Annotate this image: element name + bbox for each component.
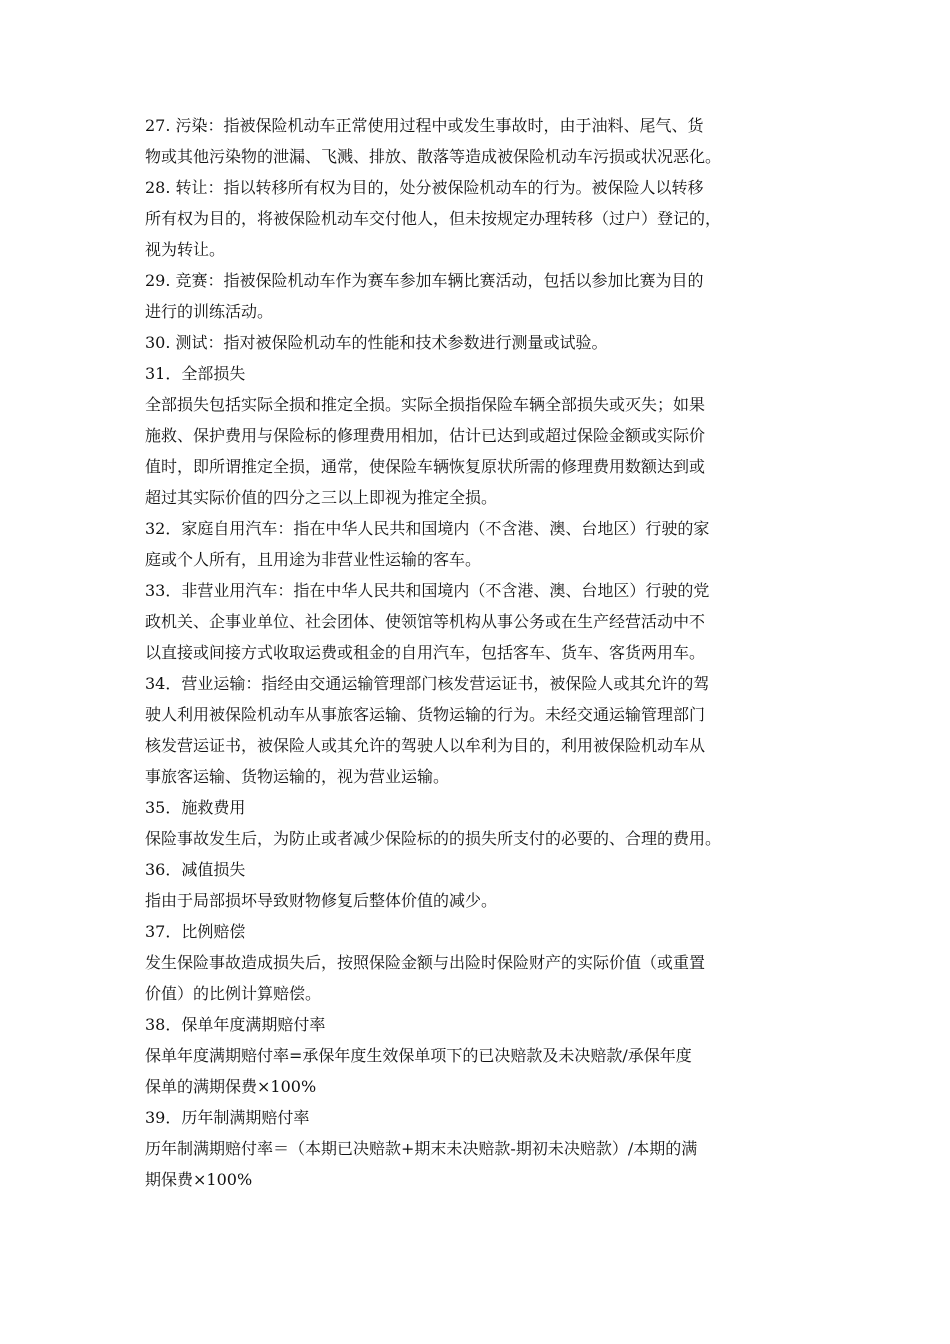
text-line: 庭或个人所有，且用途为非营业性运输的客车。 [145,550,482,569]
text-line: 进行的训练活动。 [145,302,274,321]
text-line: 保单年度满期赔付率=承保年度生效保单项下的已决赔款及未决赔款/承保年度 [145,1046,692,1065]
text-line: 32．家庭自用汽车：指在中华人民共和国境内（不含港、澳、台地区）行驶的家 [145,519,710,538]
section-heading: 31．全部损失 [145,364,246,383]
text-line: 期保费×100% [145,1170,253,1189]
text-line: 29. 竞赛：指被保险机动车作为赛车参加车辆比赛活动，包括以参加比赛为目的 [145,271,704,290]
text-line: 驶人利用被保险机动车从事旅客运输、货物运输的行为。未经交通运输管理部门 [145,705,706,724]
text-line: 视为转让。 [145,240,226,259]
text-line: 发生保险事故造成损失后，按照保险金额与出险时保险财产的实际价值（或重置 [145,953,706,972]
text-line: 超过其实际价值的四分之三以上即视为推定全损。 [145,488,498,507]
text-line: 34．营业运输：指经由交通运输管理部门核发营运证书，被保险人或其允许的驾 [145,674,710,693]
section-heading: 39．历年制满期赔付率 [145,1108,310,1127]
text-line: 所有权为目的，将被保险机动车交付他人，但未按规定办理转移（过户）登记的， [145,209,722,228]
text-line: 历年制满期赔付率＝（本期已决赔款+期末未决赔款-期初未决赔款）/本期的满 [145,1139,698,1158]
text-line: 30. 测试：指对被保险机动车的性能和技术参数进行测量或试验。 [145,333,608,352]
text-line: 33．非营业用汽车：指在中华人民共和国境内（不含港、澳、台地区）行驶的党 [145,581,710,600]
text-line: 价值）的比例计算赔偿。 [145,984,322,1003]
text-line: 以直接或间接方式收取运费或租金的自用汽车，包括客车、货车、客货两用车。 [145,643,706,662]
section-heading: 35．施救费用 [145,798,246,817]
text-line: 施救、保护费用与保险标的修理费用相加，估计已达到或超过保险金额或实际价 [145,426,706,445]
text-line: 保单的满期保费×100% [145,1077,317,1096]
section-heading: 38．保单年度满期赔付率 [145,1015,326,1034]
text-line: 核发营运证书，被保险人或其允许的驾驶人以牟利为目的，利用被保险机动车从 [145,736,706,755]
text-line: 值时，即所谓推定全损，通常，使保险车辆恢复原状所需的修理费用数额达到或 [145,457,706,476]
text-line: 政机关、企事业单位、社会团体、使领馆等机构从事公务或在生产经营活动中不 [145,612,706,631]
text-line: 27. 污染：指被保险机动车正常使用过程中或发生事故时，由于油料、尾气、货 [145,116,704,135]
section-heading: 36．减值损失 [145,860,246,879]
document-page [145,116,809,1201]
text-line: 物或其他污染物的泄漏、飞溅、排放、散落等造成被保险机动车污损或状况恶化。 [145,147,722,166]
text-line: 保险事故发生后，为防止或者减少保险标的的损失所支付的必要的、合理的费用。 [145,829,722,848]
text-line: 指由于局部损坏导致财物修复后整体价值的减少。 [145,891,498,910]
text-line: 28. 转让：指以转移所有权为目的，处分被保险机动车的行为。被保险人以转移 [145,178,704,197]
text-line: 事旅客运输、货物运输的，视为营业运输。 [145,767,450,786]
section-heading: 37．比例赔偿 [145,922,246,941]
text-line: 全部损失包括实际全损和推定全损。实际全损指保险车辆全部损失或灭失；如果 [145,395,706,414]
